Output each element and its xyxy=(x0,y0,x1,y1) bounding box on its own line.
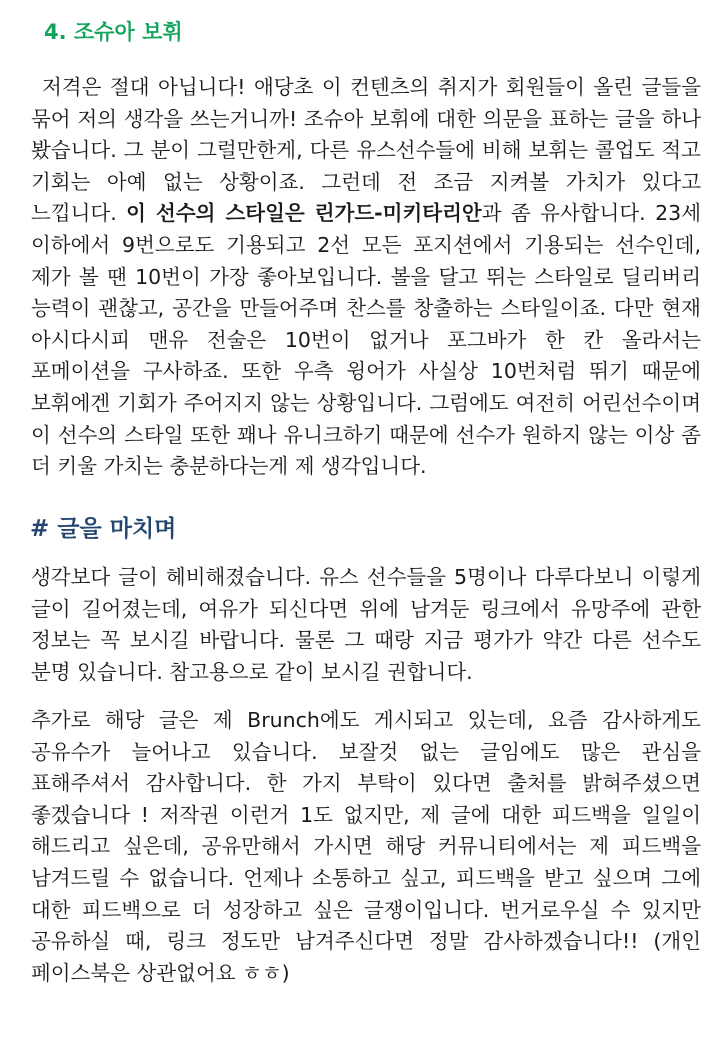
section1-text-part2: 과 좀 유사합니다. 23세 이하에서 9번으로도 기용되고 2선 모든 포지션에서 기용되는 선수인데, 제가 볼 땐 10번이 가장 좋아보입니다. 볼을 달고 뛰는 스타일로 딜리버리 능력이 괜찮고, 공간을 만들어주며 찬스를 창출하는 스타일이죠. 다만 현재 아시다시피 맨유 전술은 10번이 없거나 포그바가 한 칸 올라서는 포메이션을 구사하죠. 또한 우측 윙어가 사실상 10번처럼 뛰기 때문에 보휘에겐 기회가 주어지지 않는 상황입니다. 그럼에도 여전히 어린선수이며 이 선수의 스타일 또한 꽤나 유니크하기 때문에 선수가 원하지 않는 이상 좀 더 키울 가치는 충분하다는게 제 생각입니다. xyxy=(31,201,702,479)
section1-paragraph xyxy=(31,72,701,483)
closing-paragraph-1: 생각보다 글이 헤비해졌습니다. 유스 선수들을 5명이나 다루다보니 이렇게 글이 길어졌는데, 여유가 되신다면 위에 남겨둔 링크에서 유망주에 관한 정보는 꼭 보시길 바랍니다. 물론 그 때랑 지금 평가가 약간 다른 선수도 분명 있습니다. 참고용으로 같이 보시길 권합니다. xyxy=(31,565,701,684)
closing-paragraph-2: 추가로 해당 글은 제 Brunch에도 게시되고 있는데, 요즘 감사하게도 공유수가 늘어나고 있습니다. 보잘것 없는 글임에도 많은 관심을 표해주셔서 감사합니다. 한 가지 부탁이 있다면 출처를 밝혀주셨으면 좋겠습니다 ! 저작권 이런거 1도 없지만, 제 글에 대한 피드백을 일일이 해드리고 싶은데, 공유만해서 가시면 해당 커뮤니티에서는 제 피드백을 남겨드릴 수 없습니다. 언제나 소통하고 싶고, 피드백을 받고 싶으며 그에 대한 피드백으로 더 성장하고 싶은 글쟁이입니다. 번거로우실 수 있지만 공유하실 때, 링크 정도만 남겨주신다면 정말 감사하겠습니다!! (개인 페이스북은 상관없어요 ㅎㅎ) xyxy=(31,708,701,985)
section-heading-closing: # 글을 마치며 xyxy=(30,516,177,542)
section1-bold-text: 이 선수의 스타일은 린가드-미키타리안 xyxy=(126,201,482,226)
section-heading-joshua-bohui: 4. 조슈아 보휘 xyxy=(44,20,183,44)
section1-text-part1: 저격은 절대 아닙니다! 애당초 이 컨텐츠의 취지가 회원들이 올린 글들을 묶어 저의 생각을 쓰는거니까! 조슈아 보휘에 대한 의문을 표하는 글을 하나 봤습니다. 그 분이 그럴만한게, 다른 유스선수들에 비해 보휘는 콜업도 적고 기회는 아예 없는 상황이죠. 그런데 전 조금 지켜볼 가치가 있다고 느낍니다. xyxy=(31,75,701,226)
